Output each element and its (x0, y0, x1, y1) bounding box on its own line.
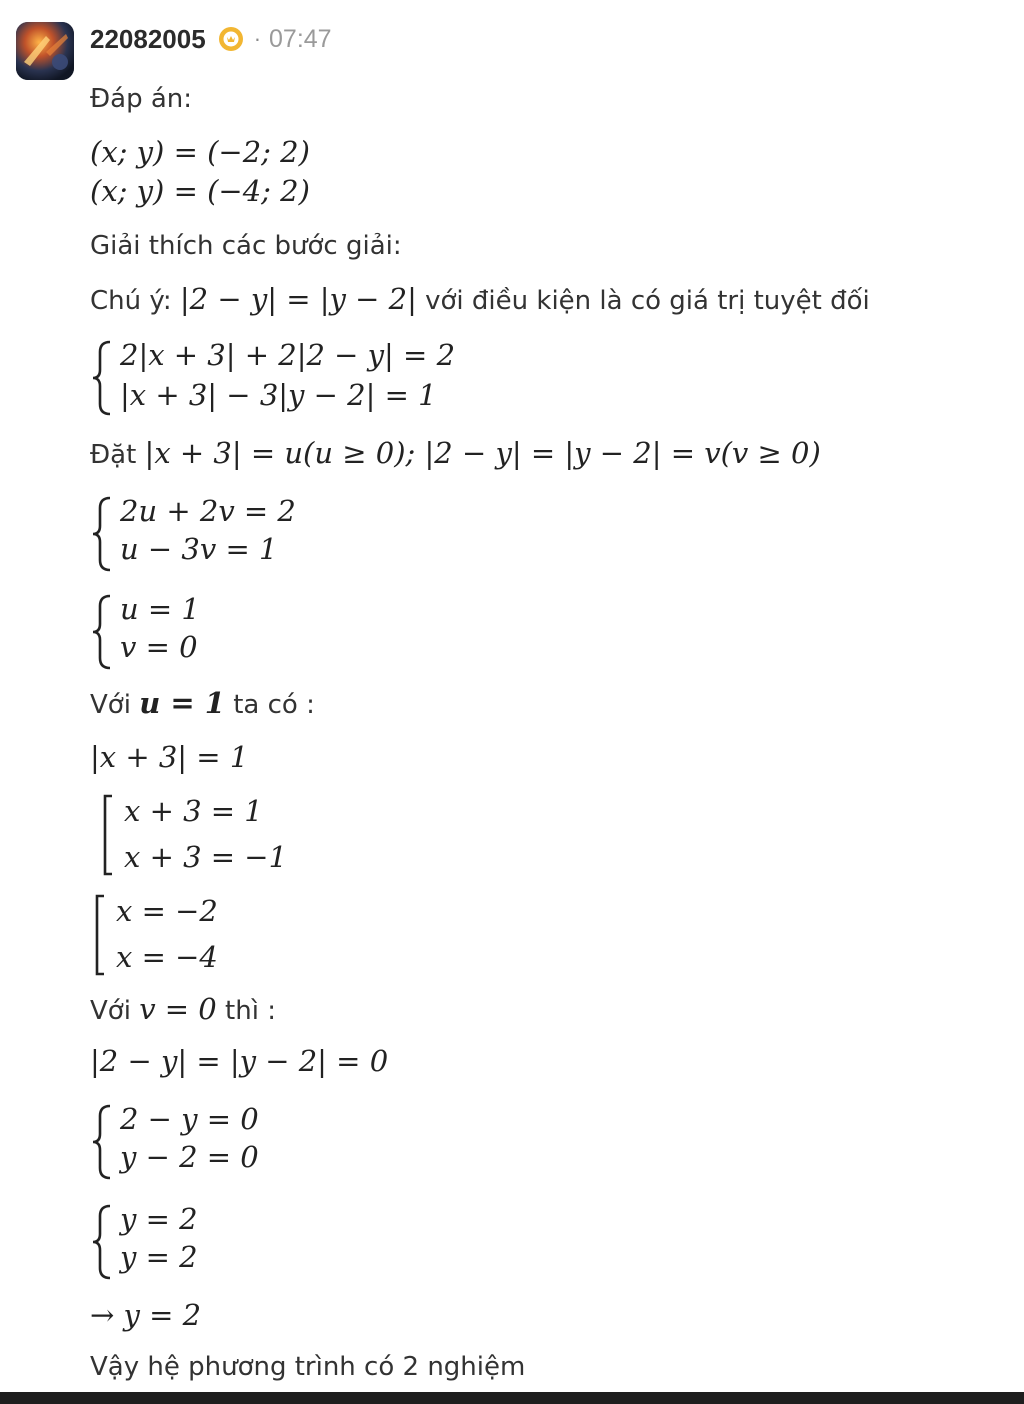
answer-label: Đáp án: (90, 84, 193, 114)
answer-line-2: (x; y) = (−4; 2) (90, 174, 310, 208)
abs-x-equation: |x + 3| = 1 (90, 740, 249, 774)
case-v-line (90, 992, 276, 1026)
case-u-prefix: Với (90, 690, 140, 720)
system3-eq-1: u = 1 (120, 592, 200, 626)
system5-eq-1: y = 2 (120, 1202, 198, 1236)
post-header (90, 20, 332, 58)
square-bracket-icon (98, 792, 118, 878)
separator-dot: · (253, 26, 262, 51)
username-link[interactable]: 22082005 (90, 23, 206, 54)
system2-eq-1: 2u + 2v = 2 (120, 494, 296, 528)
bracket1-eq-2: x + 3 = −1 (124, 840, 288, 874)
case-v-suffix: thì : (216, 996, 276, 1026)
note-line (90, 282, 870, 316)
abs-y-equation: |2 − y| = |y − 2| = 0 (90, 1044, 389, 1078)
verified-badge-icon (218, 26, 244, 52)
system2-eq-2: u − 3v = 1 (120, 532, 278, 566)
post-time: 07:47 (269, 24, 332, 53)
explanation-label: Giải thích các bước giải: (90, 231, 402, 261)
case-u-suffix: ta có : (224, 690, 315, 720)
note-suffix: với điều kiện là có giá trị tuyệt đối (416, 286, 870, 316)
case-u-line (90, 686, 315, 720)
system1-eq-2: |x + 3| − 3|y − 2| = 1 (120, 378, 437, 412)
bottom-bar (0, 1392, 1024, 1404)
system1-eq-1: 2|x + 3| + 2|2 − y| = 2 (120, 338, 456, 372)
system5-eq-2: y = 2 (120, 1240, 198, 1274)
note-prefix: Chú ý: (90, 286, 180, 316)
conclusion-text: Vậy hệ phương trình có 2 nghiệm (90, 1352, 526, 1382)
curly-brace-icon (90, 592, 114, 672)
system3-eq-2: v = 0 (120, 630, 198, 664)
substitution-line (90, 436, 821, 470)
bracket2-eq-2: x = −4 (116, 940, 218, 974)
fantasy-avatar-icon (16, 22, 74, 80)
system4-eq-1: 2 − y = 0 (120, 1102, 259, 1136)
bracket2-eq-1: x = −2 (116, 894, 218, 928)
substitution-prefix: Đặt (90, 440, 145, 470)
curly-brace-icon (90, 1202, 114, 1282)
curly-brace-icon (90, 494, 114, 574)
bracket1-eq-1: x + 3 = 1 (124, 794, 263, 828)
substitution-math: |x + 3| = u(u ≥ 0); |2 − y| = |y − 2| = v(v ≥ 0) (144, 436, 821, 470)
case-v-prefix: Với (90, 996, 140, 1026)
note-math: |2 − y| = |y − 2| (179, 282, 417, 316)
answer-line-1: (x; y) = (−2; 2) (90, 135, 310, 169)
system4-eq-2: y − 2 = 0 (120, 1140, 259, 1174)
user-avatar[interactable] (16, 22, 74, 80)
case-u-math: u = 1 (139, 686, 225, 720)
curly-brace-icon (90, 338, 114, 418)
curly-brace-icon (90, 1102, 114, 1182)
square-bracket-icon (90, 892, 110, 978)
case-v-math: v = 0 (139, 992, 217, 1026)
result-y: → y = 2 (90, 1298, 202, 1332)
